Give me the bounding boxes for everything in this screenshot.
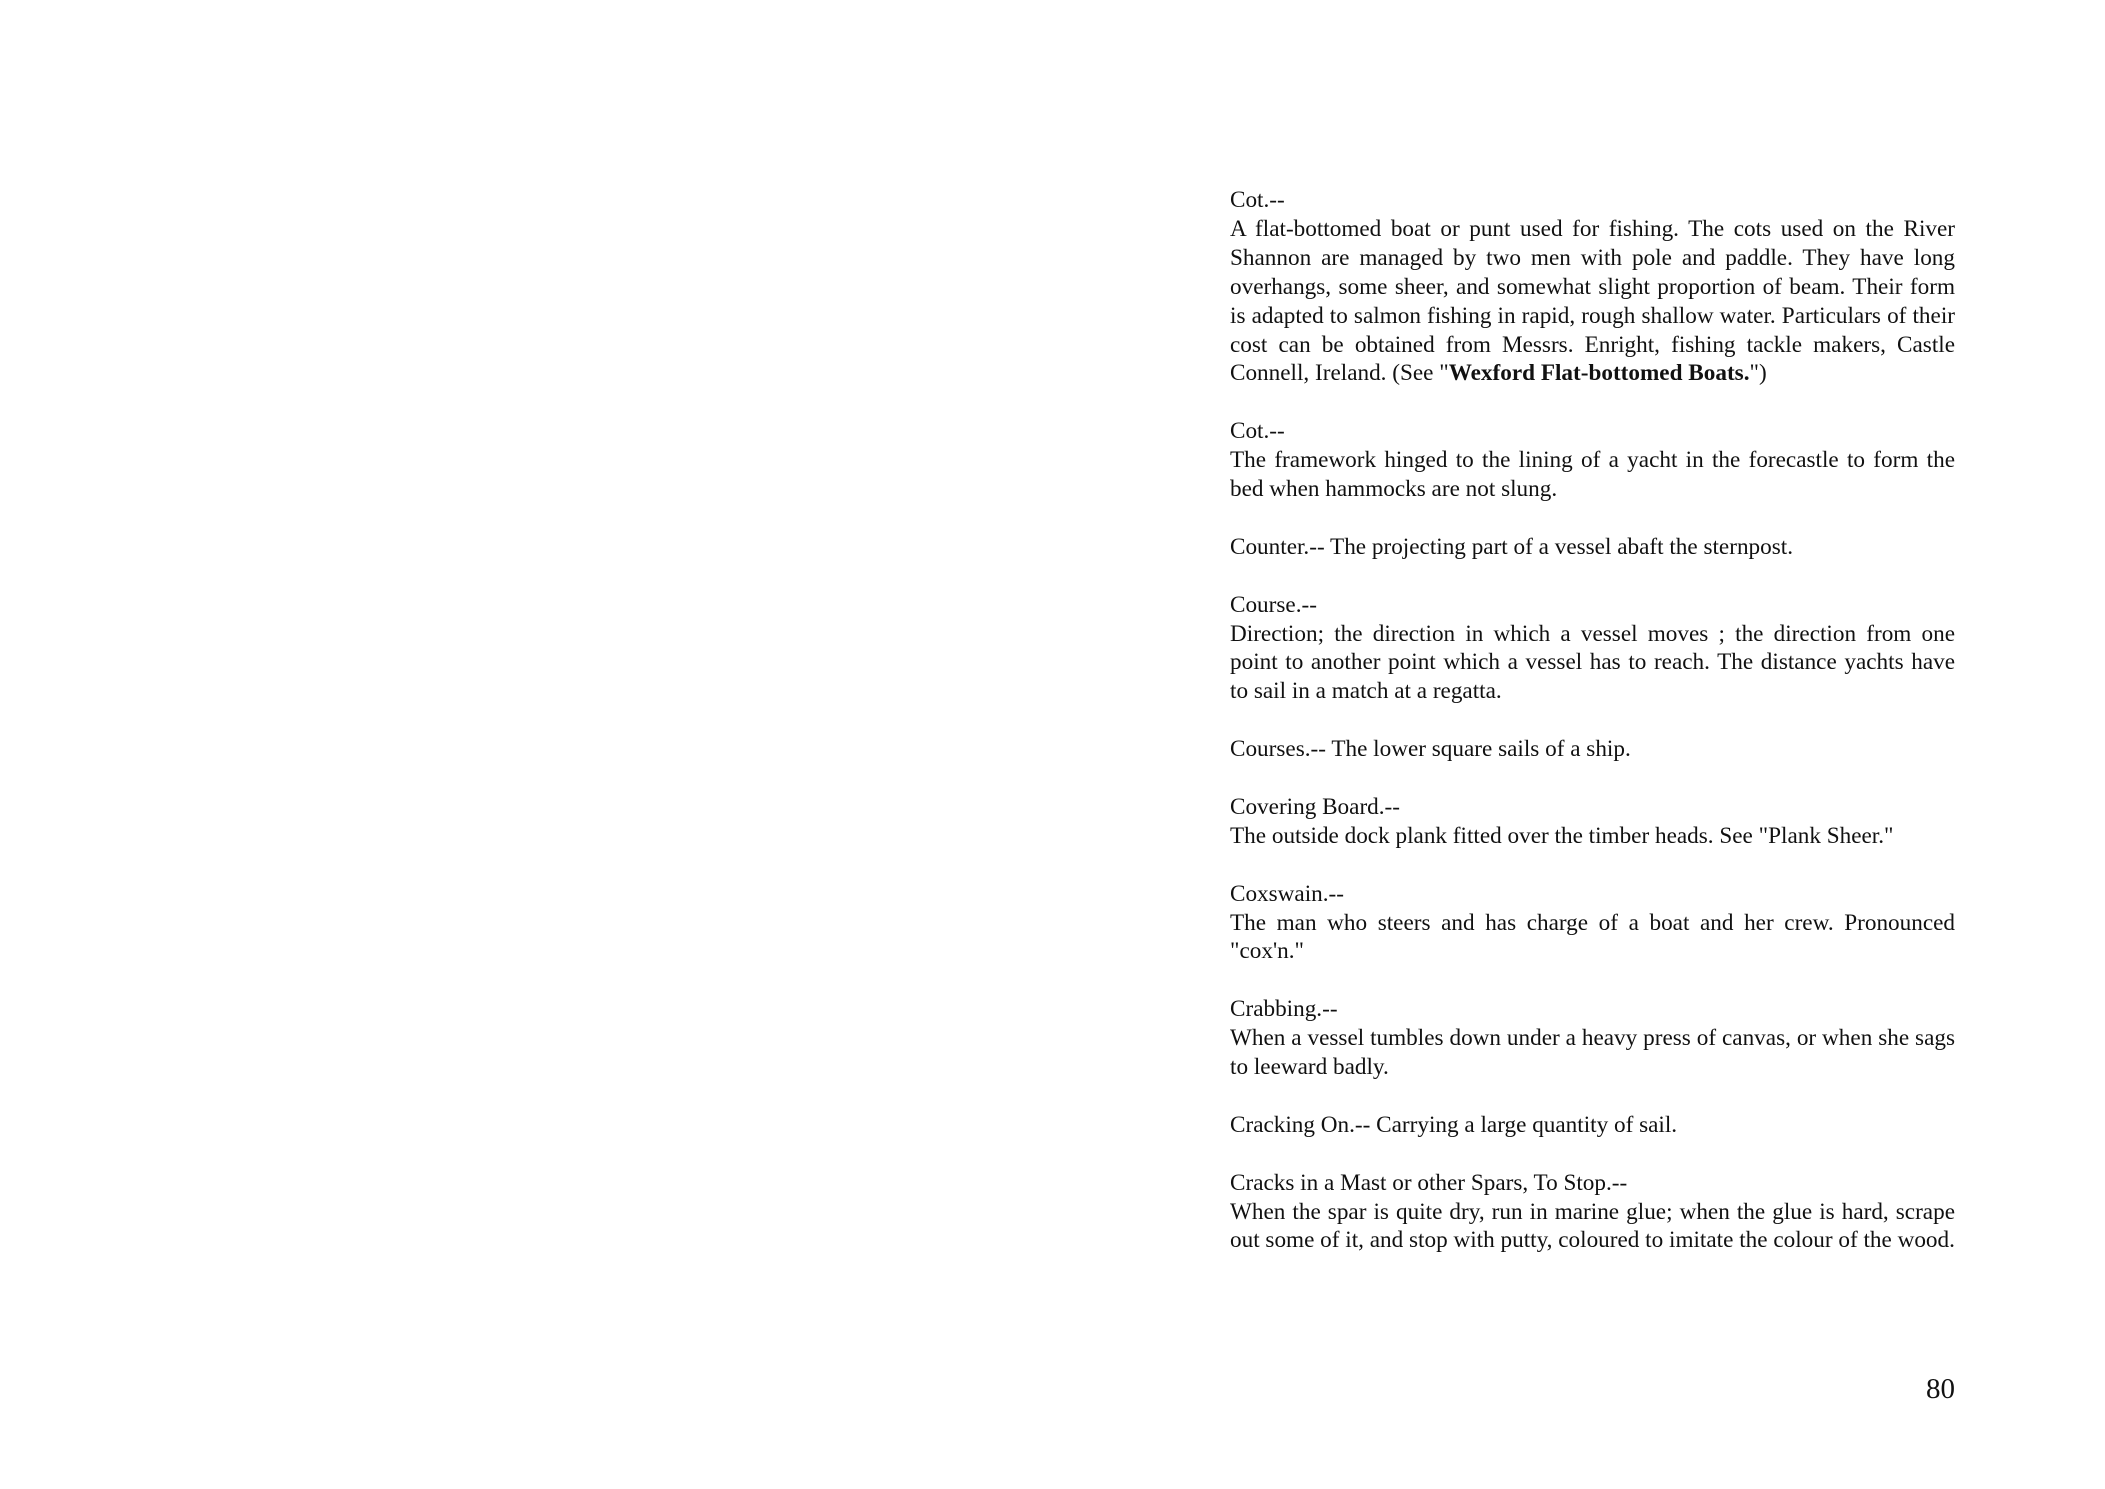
entry-term: Cracks in a Mast or other Spars, To Stop.--	[1230, 1169, 1628, 1196]
entry-definition: The outside dock plank fitted over the timber heads. See "Plank Sheer."	[1230, 822, 1894, 849]
cross-reference: Wexford Flat-bottomed Boats.	[1448, 360, 1750, 387]
entry-text: Cracking On.-- Carrying a large quantity of sail.	[1230, 1111, 1678, 1138]
entry-cot-bed	[1230, 417, 1955, 504]
entry-term: Coxswain.--	[1230, 880, 1344, 907]
entry-cracks-in-mast	[1230, 1169, 1955, 1256]
entry-courses	[1230, 735, 1955, 764]
entry-text: Counter.-- The projecting part of a vessel abaft the sternpost.	[1230, 533, 1793, 560]
entry-crabbing	[1230, 995, 1955, 1082]
entry-cot-boat	[1230, 186, 1955, 388]
entry-term: Cot.--	[1230, 418, 1285, 445]
definition-text: A flat-bottomed boat or punt used for fishing. The cots used on the River Shannon are managed by two men with pole and paddle. They have long overhangs, some sheer, and somewhat slight proportion of beam. Their form is adapted to salmon fishing in rapid, rough shallow water. Particulars of their cost can be obtained from Messrs. Enright, fishing tackle makers, Castle Connell, Ireland. (See "	[1230, 215, 1955, 387]
page-number: 80	[1926, 1373, 1955, 1405]
entry-coxswain	[1230, 880, 1955, 967]
entry-definition: When a vessel tumbles down under a heavy press of canvas, or when she sags to leeward badly.	[1230, 1025, 1955, 1081]
entry-term: Cot.--	[1230, 187, 1285, 213]
entry-term: Course.--	[1230, 591, 1317, 618]
entry-definition	[1230, 215, 1955, 388]
entry-course	[1230, 591, 1955, 707]
entry-definition: The man who steers and has charge of a boat and her crew. Pronounced "cox'n."	[1230, 909, 1955, 965]
entry-definition: Direction; the direction in which a vessel moves ; the direction from one point to another point which a vessel has to reach. The distance yachts have to sail in a match at a regatta.	[1230, 620, 1955, 705]
entry-text: Courses.-- The lower square sails of a ship.	[1230, 736, 1631, 763]
entry-definition: When the spar is quite dry, run in marine glue; when the glue is hard, scrape out some of it, and stop with putty, coloured to imitate the colour of the wood.	[1230, 1198, 1955, 1254]
entry-covering-board	[1230, 793, 1955, 851]
definition-text-end: ")	[1749, 360, 1767, 387]
entry-term: Crabbing.--	[1230, 996, 1338, 1023]
glossary-column	[1230, 186, 1955, 1284]
entry-definition: The framework hinged to the lining of a yacht in the forecastle to form the bed when hammocks are not slung.	[1230, 447, 1955, 503]
entry-term: Covering Board.--	[1230, 793, 1401, 820]
entry-cracking-on	[1230, 1111, 1955, 1140]
entry-counter	[1230, 533, 1955, 562]
